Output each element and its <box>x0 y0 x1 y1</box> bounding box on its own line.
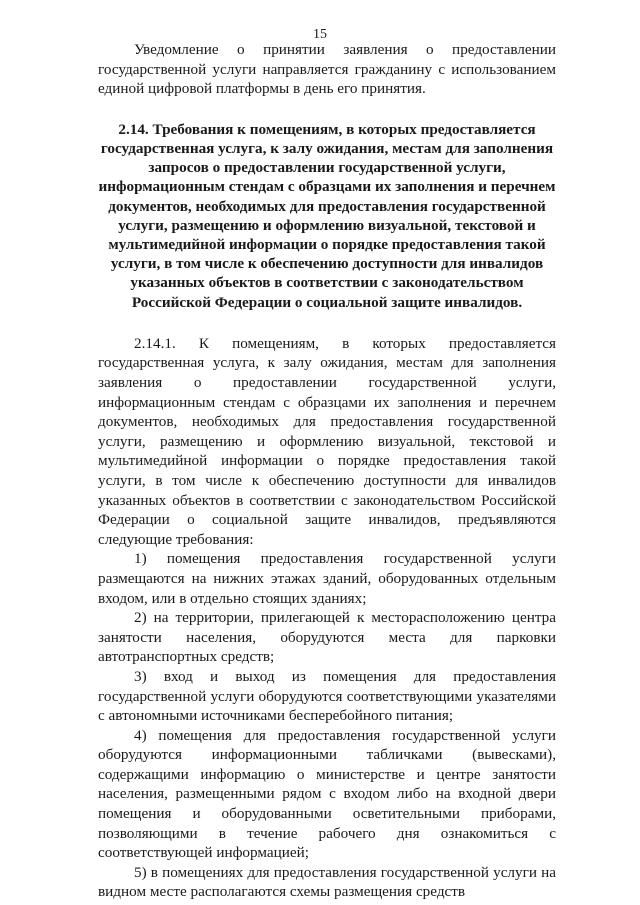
list-item-4: 4) помещения для предоставления государственной услуги оборудуются информационными табличками (вывесками), содержащими информацию о министерстве и центре занятости населения, размещенными рядом с входом либо на входной двери помещения и оборудованными осветительными приборами, позволяющими в течение рабочего дня ознакомиться с соответствующей информацией; <box>98 726 556 862</box>
paragraph-2-14-1: 2.14.1. К помещениям, в которых предоставляется государственная услуга, к залу ожидания, местам для заполнения заявления о предоставлении государственной услуги, информационным стендам с образцами их заполнения и перечнем документов, необходимых для предоставления государственной услуги, размещению и оформлению визуальной, текстовой и мультимедийной информации о порядке предоставления такой услуги, в том числе к обеспечению доступности для инвалидов указанных объектов в соответствии с законодательством Российской Федерации о социальной защите инвалидов, предъявляются следующие требования: <box>98 334 556 548</box>
section-heading: 2.14. Требования к помещениям, в которых предоставляется государственная услуга, к залу ожидания, местам для заполнения запросов о предоставлении государственной услуги, информационным стендам с образцами их заполнения и перечнем документов, необходимых для предоставления государственной услуги, размещению и оформлению визуальной, текстовой и мультимедийной информации о порядке предоставления такой услуги, в том числе к обеспечению доступности для инвалидов указанных объектов в соответствии с законодательством Российской Федерации о социальной защите инвалидов. <box>98 120 556 311</box>
page-number: 15 <box>313 27 327 42</box>
list-item-2: 2) на территории, прилегающей к месторасположению центра занятости населения, оборудуются места для парковки автотранспортных средств; <box>98 609 556 666</box>
list-item-5: 5) в помещениях для предоставления государственной услуги на видном месте располагаются схемы размещения средств <box>98 863 556 901</box>
list-item-1: 1) помещения предоставления государственной услуги размещаются на нижних этажах зданий, оборудованных отдельным входом, или в отдельно стоящих зданиях; <box>98 550 556 607</box>
document-body <box>98 40 556 902</box>
list-item-3: 3) вход и выход из помещения для предоставления государственной услуги оборудуются соответствующими указателями с автономными источниками бесперебойного питания; <box>98 667 556 725</box>
intro-paragraph: Уведомление о принятии заявления о предоставлении государственной услуги направляется гражданину с использованием единой цифровой платформы в день его принятия. <box>98 41 556 98</box>
